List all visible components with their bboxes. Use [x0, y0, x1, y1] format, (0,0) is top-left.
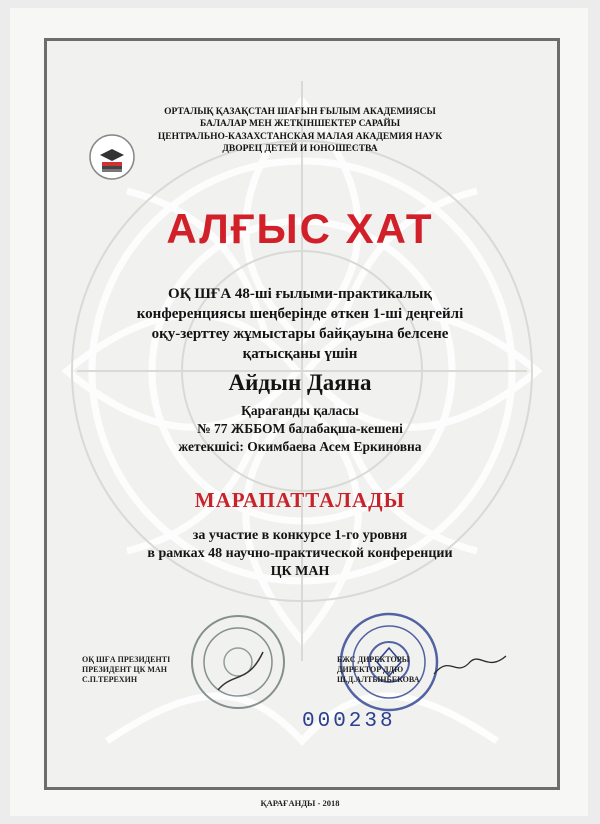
recipient-name: Айдын Даяна — [228, 370, 372, 395]
ru-line-3: ЦК МАН — [270, 564, 330, 579]
ru-line-1: за участие в конкурсе 1-го уровня — [192, 528, 408, 543]
header-org-kz-line2: БАЛАЛАР МЕН ЖЕТКІНШЕКТЕР САРАЙЫ — [199, 119, 401, 129]
recipient-city: Қарағанды қаласы — [241, 403, 359, 418]
recipient-supervisor: жетекшісі: Окимбаева Асем Еркиновна — [178, 439, 422, 454]
signature-mark — [430, 644, 510, 684]
header-org-kz-line1: ОРТАЛЫҚ ҚАЗАҚСТАН ШАҒЫН ҒЫЛЫМ АКАДЕМИЯСЫ — [164, 107, 436, 117]
header-org-ru-line1: ЦЕНТРАЛЬНО-КАЗАХСТАНСКАЯ МАЛАЯ АКАДЕМИЯ НАУК — [157, 132, 443, 142]
reason-line-3: оқу-зерттеу жұмыстары байқауына белсене — [151, 326, 449, 342]
ru-line-2: в рамках 48 научно-практической конференции — [147, 546, 453, 561]
right-signatory-line-2: ДИРЕКТОР ДДЮ — [337, 665, 404, 674]
reason-line-1: ОҚ ШҒА 48-ші ғылыми-практикалық — [168, 286, 432, 302]
recipient-school: № 77 ЖББОМ балабақша-кешені — [197, 421, 403, 436]
certificate-title: АЛҒЫС ХАТ — [166, 205, 434, 252]
header-org-ru-line2: ДВОРЕЦ ДЕТЕЙ И ЮНОШЕСТВА — [222, 144, 378, 154]
left-signatory-line-1: ОҚ ШҒА ПРЕЗИДЕНТІ — [82, 655, 171, 664]
left-seal-stamp — [188, 612, 288, 712]
left-signatory — [82, 655, 170, 685]
serial-number: 000238 — [302, 710, 396, 733]
left-signatory-line-3: С.П.ТЕРЕХИН — [82, 675, 138, 684]
reason-line-4: қатысқаны үшін — [242, 346, 358, 362]
reason-line-2: конференциясы шеңберінде өткен 1-ші деңгейлі — [136, 306, 464, 322]
award-word: МАРАПАТТАЛАДЫ — [194, 488, 406, 512]
left-signatory-line-2: ПРЕЗИДЕНТ ЦК МАН — [82, 665, 167, 674]
right-signatory — [337, 655, 420, 685]
right-signatory-line-3: Ш.Д.АЛТЫНБЕКОВА — [337, 675, 420, 684]
right-signatory-line-1: БЖС ДИРЕКТОРЫ — [337, 655, 410, 664]
footer-city-year: ҚАРАҒАНДЫ - 2018 — [260, 798, 340, 808]
